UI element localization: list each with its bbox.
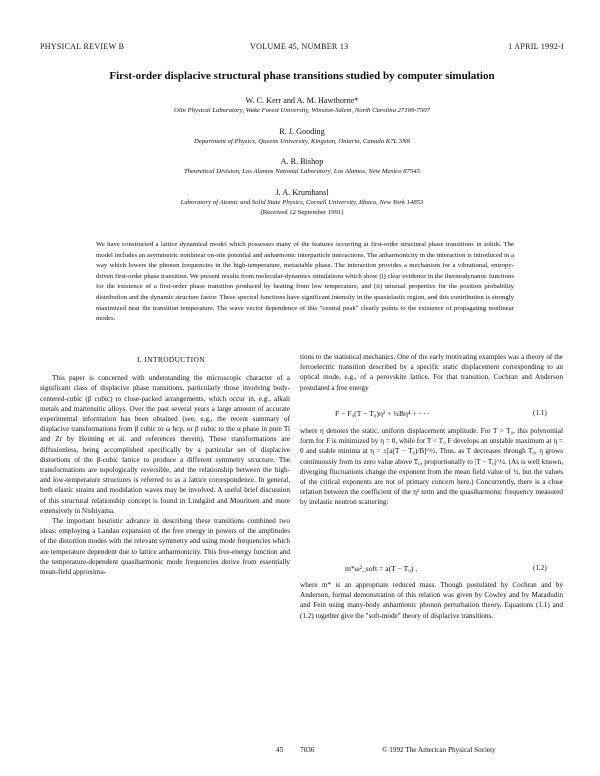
journal-name: PHYSICAL REVIEW B	[40, 42, 125, 51]
volume-number: VOLUME 45, NUMBER 13	[250, 42, 349, 51]
left-column	[40, 355, 290, 577]
paragraph: This paper is concerned with understanding the microscopic character of a significant class of displacive phase transitions, particularly those involving body-centered-cubic (β cubic) to close-packed arrangements, which occur in, e.g., alkali metals and martensitic alloys. Over the past several years a large amount of accurate experimental information has been obtained (see, e.g., the recent summary of displacive transformations from β cubic to ω hcp, or β cubic to the α phase in pure Ti and Zr by Heiming et al. and references therein). These transformations are diffusionless, being accomplished specifically by a particular set of displacive distortions of the β-cubic lattice to produce a different symmetry structure. The transformations are topologically reversible, and the relationship between the high- and low-temperature structures is referred to as a lattice correspondence. In general, both elastic strains and modulation waves may be involved. A useful brief discussion of this structural relationship concept is found in Lindgård and Mouritsen and more extensively in Nishiyama.	[40, 374, 290, 515]
footer-volume: 45	[276, 746, 284, 754]
author-affiliation: Department of Physics, Queens University, Kingston, Ontario, Canada K7L 3N6	[194, 138, 410, 145]
right-column-end	[300, 580, 563, 621]
equation-number: (1.1)	[533, 409, 547, 417]
author-names: W. C. Kerr and A. M. Hawthorne*	[245, 96, 359, 105]
author-names: R. J. Gooding	[279, 127, 325, 136]
author-names: J. A. Krumhansl	[275, 188, 329, 197]
equation: m*ω²_soft = a(T − T₀) ,	[345, 564, 418, 573]
right-column-continued	[300, 426, 563, 508]
equation: F − F₀(T − T₀)η² + ¼Bη⁴ + · · ·	[335, 409, 431, 418]
equation-number: (1.2)	[533, 564, 547, 572]
received-date: (Received 12 September 1991)	[260, 209, 344, 216]
section-heading: I. INTRODUCTION	[137, 355, 205, 364]
author-affiliation: Theoretical Division, Los Alamos National Laboratory, Los Alamos, New Mexico 87545	[184, 168, 420, 175]
author-names: A. R. Bishop	[280, 157, 324, 166]
paragraph: tions to the statistical mechanics. One of the early motivating examples was a theory of the ferroelectric transition described by a specific static displacement corresponding to an optical mode, e.g., of a perovskite lattice. For that transition, Cochran and Anderson postulated a free energy	[300, 353, 563, 392]
paragraph: The important heuristic advance in describing these transitions combined two ideas: employing a Landau expansion of the free energy in powers of the amplitudes of the distortion modes with the relevant symmetry and using mode frequencies which are temperature dependent due to lattice anharmonicity. This free-energy function and the temperature-dependent quasiharmonic mode frequencies derive from essentially mean-field approxima-	[40, 517, 290, 577]
right-column	[300, 352, 563, 393]
page-number: 7036	[300, 746, 315, 754]
paragraph: where η denotes the static, uniform displacement amplitude. For T > T₀, this polynomial form for F is minimized by η = 0, while for T < T₀ F develops an unstable maximum at η = 0 and stable minima at η = ±[a(T − T₀)/B]^½. Thus, as T decreases through T₀, η grows continuously from its zero value above T₀, proportionally to |T − T₀|^½. (As is well known, diverging fluctuations change the exponent from the mean field value of ½, but the values of the critical exponents are not of primary concern here.) Concurrently, there is a close relation between the coefficient of the η² term and the quasiharmonic frequency measured by inelastic neutron scattering:	[300, 427, 563, 507]
author-affiliation: Laboratory of Atomic and Solid State Physics, Cornell University, Ithaca, New York 14853	[180, 199, 424, 206]
author-affiliation: Olin Physical Laboratory, Wake Forest University, Winston-Salem, North Carolina 27109-7507	[174, 107, 430, 114]
abstract: We have constructed a lattice dynamical model which possesses many of the features occurring at first-order structural phase transitions in solids. The model includes an asymmetric nonlinear on-site potential and anharmonic interparticle interactions. The anharmonicity in the interaction is introduced in a way which lowers the phonon frequencies in the high-temperature, metastable phase. The interaction provides a mechanism for a vibrational, entropy-driven first-order phase transition. We present results from molecular-dynamics simulations which show (i) clear evidence in the thermodynamic functions for the existence of a first-order phase transition produced by heating from low temperature, and (ii) unusual properties for the position probability distribution and the dynamic structure factor. These spectral functions have significant intensity in the quasielastic region, and this contribution is strongly maximized near the transition temperature. The wave vector dependence of this "central peak" clearly points to the existence of propagating nonlinear modes.	[96, 241, 514, 323]
paragraph: where m* is an appropriate reduced mass. Though postulated by Cochran and by Anderson, formal demonstration of this relation was given by Cowley and by Maradudin and Fein using many-body anharmonic phonon perturbation theory. Equations (1.1) and (1.2) together give the "soft-mode" theory of displacive transitions.	[300, 581, 563, 620]
running-header	[40, 42, 564, 54]
issue-date: 1 APRIL 1992-I	[508, 42, 564, 51]
copyright: © 1992 The American Physical Society	[382, 746, 496, 754]
paper-title: First-order displacive structural phase transitions studied by computer simulation	[109, 70, 495, 82]
